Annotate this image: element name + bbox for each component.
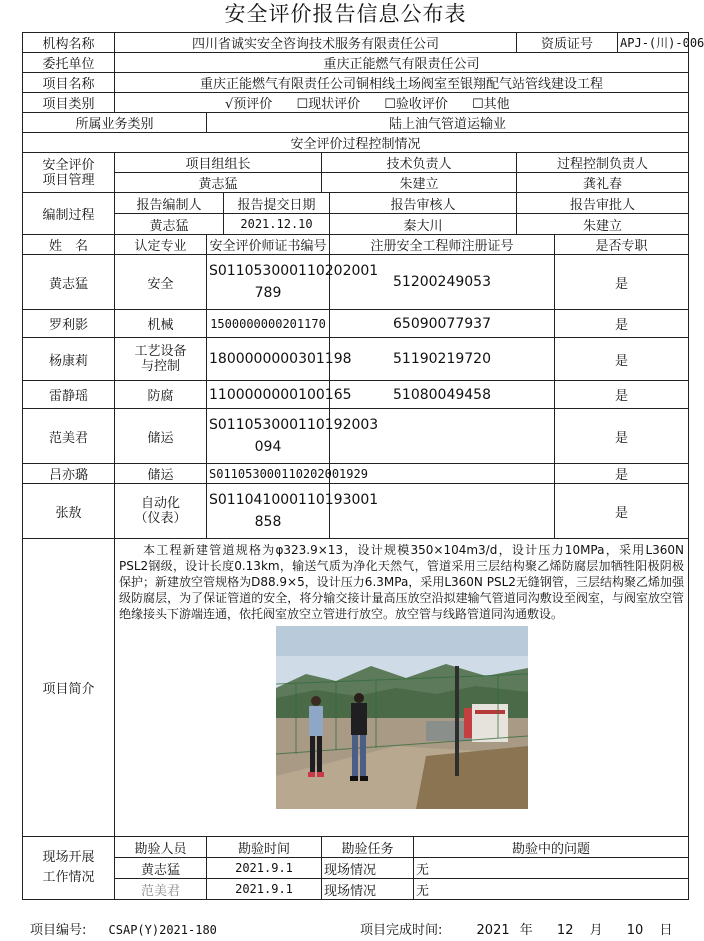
process-header-row [23,133,689,153]
option-acceptance-eval: ☐验收评价 [384,97,448,112]
completion-month: 12 [556,923,574,938]
staff-fulltime: 是 [555,464,689,484]
site-date-header: 勘验时间 [207,837,322,858]
staff-name: 范美君 [23,409,115,464]
staff-name: 吕亦璐 [23,464,115,484]
staff-fulltime: 是 [555,484,689,539]
compile-value-row [23,214,689,235]
staff-major: 安全 [115,255,207,310]
industry-label: 所属业务类别 [23,113,207,133]
site-task: 现场情况 [322,858,414,879]
staff-major: 机械 [115,310,207,338]
project-code-value: CSAP(Y)2021-180 [108,923,217,937]
staff-cert: 1500000000201170 [207,310,330,338]
completion-date [360,919,672,938]
staff-name: 罗利影 [23,310,115,338]
staff-major-header: 认定专业 [115,235,207,255]
staff-fulltime: 是 [555,255,689,310]
site-task-header: 勘验任务 [322,837,414,858]
staff-fulltime: 是 [555,310,689,338]
staff-row [23,338,689,381]
reviewer-value: 秦大川 [330,214,517,235]
process-header: 安全评价过程控制情况 [23,133,689,153]
staff-cert-line1: S011053000110192003 [209,417,379,433]
staff-cert-line2: 789 [254,285,282,301]
client-label: 委托单位 [23,53,115,73]
completion-date-label: 项目完成时间: [360,923,443,938]
site-person: 范美君 [115,879,207,900]
info-table [22,32,704,900]
staff-row [23,255,689,310]
staff-name: 雷静瑶 [23,381,115,409]
reviewer-header: 报告审核人 [330,193,517,214]
project-label: 项目名称 [23,73,115,93]
team-leader-header: 项目组组长 [115,153,322,173]
site-issue-header: 勘验中的问题 [414,837,689,858]
site-row [23,879,689,900]
staff-row [23,409,689,464]
management-label [23,153,115,193]
staff-major-line2: 与控制 [140,359,180,374]
approver-value: 朱建立 [517,214,689,235]
approver-header: 报告审批人 [517,193,689,214]
client-row [23,53,689,73]
staff-name: 张敖 [23,484,115,539]
staff-cert-line1: S011041000110193001 [209,492,379,508]
staff-row [23,310,689,338]
staff-cert [207,484,379,539]
staff-cert: 1100000000100165 [207,381,330,409]
option-other: ☐其他 [472,97,510,112]
management-header-row [23,153,689,173]
staff-cert: 1800000000301198 [207,338,330,381]
management-label-line2: 项目管理 [42,172,95,188]
staff-name-header: 姓 名 [23,235,115,255]
staff-major-line1: 工艺设备 [134,344,187,359]
completion-year-unit: 年 [519,923,533,938]
site-issue: 无 [414,879,689,900]
staff-cert-line2: 858 [254,514,282,530]
staff-fulltime: 是 [555,409,689,464]
staff-major: 储运 [115,409,207,464]
staff-reg: 51190219720 [330,338,555,381]
project-code-label: 项目编号: [30,923,87,938]
staff-major [115,338,207,381]
staff-row [23,381,689,409]
tech-lead-value: 朱建立 [322,173,517,193]
process-control-value: 龚礼春 [517,173,689,193]
staff-reg: 51200249053 [330,255,555,310]
submit-date-header: 报告提交日期 [224,193,330,214]
industry-value: 陆上油气管道运输业 [207,113,689,133]
staff-major: 储运 [115,464,207,484]
staff-row [23,464,689,484]
org-label: 机构名称 [23,33,115,53]
staff-major-line2: （仪表） [134,511,187,526]
process-control-header: 过程控制负责人 [517,153,689,173]
site-task: 现场情况 [322,879,414,900]
staff-fulltime: 是 [555,381,689,409]
staff-cert [207,409,379,464]
submit-date-value: 2021.12.10 [224,214,330,235]
staff-cert-header: 安全评价师证书编号 [207,235,330,255]
option-status-eval: ☐现状评价 [296,97,361,112]
page-title: 安全评价报告信息公布表 [224,2,467,26]
staff-major-line1: 自动化 [140,496,180,511]
client-name: 重庆正能燃气有限责任公司 [115,53,689,73]
tech-lead-header: 技术负责人 [322,153,517,173]
qual-number: APJ-(川)-006 [618,33,689,53]
industry-row [23,113,689,133]
staff-fulltime: 是 [555,338,689,381]
category-label: 项目类别 [23,93,115,113]
summary-row [23,539,689,837]
summary-text: 本工程新建管道规格为φ323.9×13，设计规模350×104m3/d，设计压力10MPa，采用L360N PSL2钢级，设计长度0.13km，输送气质为净化天然气，管道采用三层结构聚乙烯防腐层加牺牲阳极阴极保护；新建放空管规格为D88.9×5，设计压力6.3MPa，采用L360N PSL2无缝钢管，三层结构聚乙烯加强级防腐层，为了保证管道的安全，将分输交接计量高压放空沿拟建输气管道同沟敷设至阀室，与阀室放空管绝缘接头下游端连通，依托阀室放空立管进行放空。放空管与线路管道同沟通敷设。 [119,543,685,621]
site-date: 2021.9.1 [207,858,322,879]
site-label [23,837,115,900]
completion-month-unit: 月 [589,923,603,938]
completion-day: 10 [626,923,644,938]
compile-label: 编制过程 [23,193,115,235]
site-person: 黄志猛 [115,858,207,879]
site-person-header: 勘验人员 [115,837,207,858]
staff-cert [207,255,379,310]
summary-cell [115,539,689,837]
project-name: 重庆正能燃气有限责任公司铜相线土场阀室至银翔配气站管线建设工程 [115,73,689,93]
staff-name: 黄志猛 [23,255,115,310]
site-date: 2021.9.1 [207,879,322,900]
project-code [30,919,217,938]
site-label-line2: 工作情况 [42,870,95,885]
org-name: 四川省诚实安全咨询技术服务有限责任公司 [115,33,517,53]
project-row [23,73,689,93]
staff-cert: S011053000110202001929 [207,464,330,484]
staff-cert-line2: 094 [254,439,282,455]
compiler-header: 报告编制人 [115,193,224,214]
staff-fulltime-header: 是否专职 [555,235,689,255]
site-header-row [23,837,689,858]
qual-label: 资质证号 [517,33,618,53]
management-label-line1: 安全评价 [42,157,95,173]
org-row [23,33,689,53]
management-value-row [23,173,689,193]
staff-reg: 65090077937 [330,310,555,338]
staff-name: 杨康莉 [23,338,115,381]
site-row [23,858,689,879]
staff-reg-header: 注册安全工程师注册证号 [330,235,555,255]
compile-header-row [23,193,689,214]
staff-cert-line1: S011053000110202001 [209,263,379,279]
staff-major [115,484,207,539]
category-row [23,93,689,113]
staff-reg: 51080049458 [330,381,555,409]
option-pre-eval: √预评价 [225,97,273,112]
compiler-value: 黄志猛 [115,214,224,235]
team-leader-value: 黄志猛 [115,173,322,193]
staff-row [23,484,689,539]
site-photo [276,626,528,809]
site-label-line1: 现场开展 [42,850,95,865]
completion-year: 2021 [476,923,510,938]
staff-major: 防腐 [115,381,207,409]
category-options [115,93,689,113]
summary-label: 项目简介 [23,539,115,837]
site-issue: 无 [414,858,689,879]
completion-day-unit: 日 [659,923,673,938]
staff-header-row [23,235,689,255]
